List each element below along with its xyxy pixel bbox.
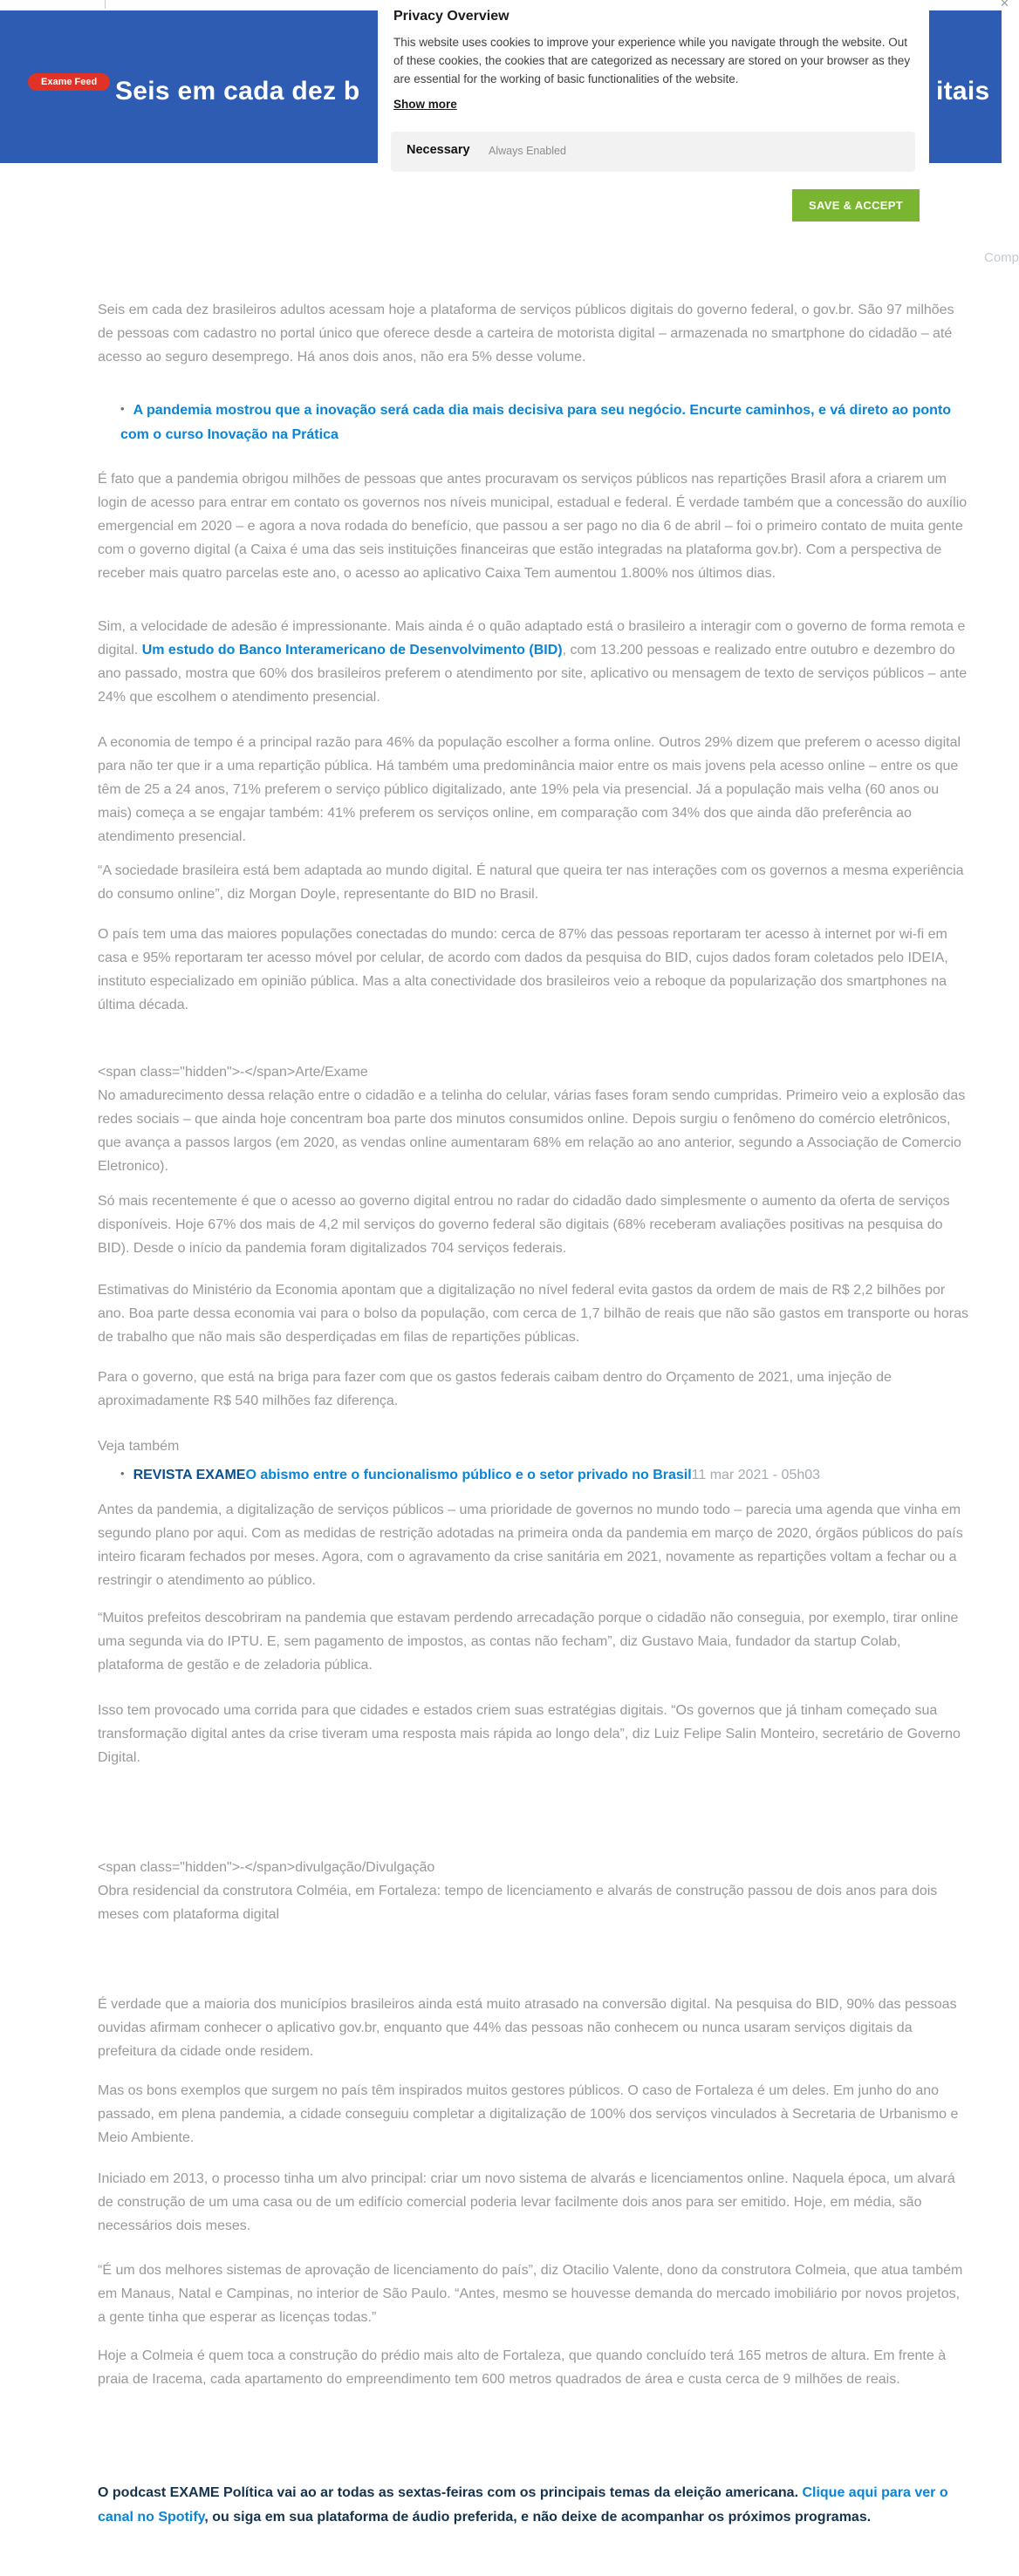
necessary-label: Necessary: [407, 143, 470, 157]
article-title-fragment-right: itais: [936, 77, 990, 106]
paragraph-10: Para o governo, que está na briga para fazer com que os gastos federais caibam dentro do Orçamento de 2021, uma injeção de aproximadamente R$ 540 milhões faz diferença.: [98, 1370, 892, 1408]
paragraph-3-text: Sim, a velocidade de adesão é impressionante. Mais ainda é o quão adaptado está o brasileiro a interagir com o governo de forma remota e digital.: [98, 619, 966, 658]
bullet-dot: •: [120, 402, 125, 415]
bid-study-link[interactable]: Um estudo do Banco Interamericano de Desenvolvimento (BID): [141, 643, 563, 658]
paragraph-14: É verdade que a maioria dos municípios brasileiros ainda está muito atrasado na conversão digital. Na pesquisa do BID, 90% das pessoas ouvidas afirmam conhecer o aplicativo gov.br, enquanto que 44% das pessoas não conhecem ou nunca usaram serviços digitais da prefeitura da cidade onde residem.: [98, 1997, 957, 2059]
see-also-date: 11 mar 2021 - 05h03: [691, 1468, 821, 1482]
promo-course-link[interactable]: A pandemia mostrou que a inovação será cada dia mais decisiva para seu negócio. Encurte caminhos, e vá direto ao ponto com o curso Inovação na Prática: [120, 403, 952, 442]
paragraph-16: Iniciado em 2013, o processo tinha um alvo principal: criar um novo sistema de alvarás e licenciamentos online. Naquela época, um alvará de construção de um uma casa ou de um edifício comercial poderia levar facilmente dois anos para ser emitido. Hoje, em média, são necessários dois meses.: [98, 2171, 955, 2233]
paragraph-3: [98, 615, 970, 709]
bullet-dot: •: [120, 1467, 125, 1480]
paragraph-1: Seis em cada dez brasileiros adultos acessam hoje a plataforma de serviços públicos digitais do governo federal, o gov.br. São 97 milhões de pessoas com cadastro no portal único que oferece desde a carteira de motorista digital – armazenada no smartphone do cidadão – até acesso ao seguro desemprego. Há anos dois anos, não era 5% desse volume.: [98, 303, 954, 365]
article-title-fragment-left: Seis em cada dez b: [115, 77, 360, 106]
paragraph-7: No amadurecimento dessa relação entre o cidadão e a telinha do celular, várias fases foram sendo cumpridas. Primeiro veio a explosão das redes sociais – que ainda hoje concentram boa parte dos minutos consumidos online. Depois surgiu o fenômeno do comércio eletrônicos, que avança a passos largos (em 2020, as vendas online aumentaram 68% em relação ao ano anterior, segundo a Associação de Comercio Eletronico).: [98, 1088, 966, 1174]
paragraph-4: A economia de tempo é a principal razão para 46% da população escolher a forma online. Outros 29% dizem que preferem o acesso digital para não ter que ir a uma repartição pública. Há também uma predominância maior entre os mais jovens pela acesso online – entre os que têm de 25 a 24 anos, 71% preferem o serviço público digitalizado, ante 19% pela via presencial. Já a população mais velha (60 anos ou mais) começa a se engajar também: 41% preferem os serviços online, em comparação com 34% dos que ainda dão preferência ao atendimento presencial.: [98, 735, 961, 844]
see-also-article-link[interactable]: O abismo entre o funcionalismo público e o setor privado no Brasil: [245, 1468, 692, 1482]
save-accept-button[interactable]: SAVE & ACCEPT: [792, 189, 920, 221]
image-credit-arte: <span class="hidden">-</span>Arte/Exame: [98, 1065, 368, 1080]
podcast-footer-text: O podcast EXAME Política vai ao ar todas as sextas-feiras com os principais temas da eleição americana.: [98, 2485, 803, 2500]
top-divider: [105, 0, 106, 9]
paragraph-5: “A sociedade brasileira está bem adaptada ao mundo digital. É natural que queira ter nas interações com os governos a mesma experiência do consumo online”, diz Morgan Doyle, representante do BID no Brasil.: [98, 863, 964, 902]
image-caption: Obra residencial da construtora Colméia, em Fortaleza: tempo de licenciamento e alvarás de construção passou de dois anos para dois meses com plataforma digital: [98, 1884, 938, 1922]
share-label[interactable]: Comp: [984, 250, 1019, 265]
podcast-footer-text-after: , ou siga em sua plataforma de áudio preferida, e não deixe de acompanhar os próximos programas.: [204, 2510, 872, 2525]
paragraph-15: Mas os bons exemplos que surgem no país têm inspirados muitos gestores públicos. O caso de Fortaleza é um deles. Em junho do ano passado, em plena pandemia, a cidade conseguiu completar a digitalização de 100% dos serviços vinculados à Secretaria de Urbanismo e Meio Ambiente.: [98, 2083, 959, 2145]
paragraph-18: Hoje a Colmeia é quem toca a construção do prédio mais alto de Fortaleza, que quando concluído terá 165 metros de altura. Em frente à praia de Iracema, cada apartamento do empreendimento tem 600 metros quadrados de área e custa cerca de 9 milhões de reais.: [98, 2348, 947, 2387]
show-more-link[interactable]: Show more: [393, 98, 457, 111]
paragraph-9: Estimativas do Ministério da Economia apontam que a digitalização no nível federal evita gastos da ordem de mais de R$ 2,2 bilhões por ano. Boa parte dessa economia vai para o bolso da população, com cerca de 1,7 bilhão de reais que não são gastos em transporte ou horas de trabalho que não mais são desperdiçadas em filas de repartições públicas.: [98, 1283, 968, 1345]
paragraph-8: Só mais recentemente é que o acesso ao governo digital entrou no radar do cidadão dado simplesmente o aumento da oferta de serviços disponíveis. Hoje 67% dos mais de 4,2 mil serviços do governo federal são digitais (68% receberam avaliações positivas na pesquisa do BID). Desde o início da pandemia foram digitalizados 704 serviços federais.: [98, 1194, 950, 1256]
see-also-label: Veja também: [98, 1439, 180, 1454]
paragraph-6: O país tem uma das maiores populações conectadas do mundo: cerca de 87% das pessoas reportaram ter acesso à internet por wi-fi em casa e 95% reportaram ter acesso móvel por celular, de acordo com dados da pesquisa do BID, cujos dados foram coletados pelo IDEIA, instituto especializado em opinião pública. Mas a alta conectividade dos brasileiros veio a reboque da popularização dos smartphones na última década.: [98, 927, 948, 1012]
necessary-cookies-row[interactable]: [391, 132, 915, 172]
see-also-item: [120, 1462, 967, 1488]
paragraph-17: “É um dos melhores sistemas de aprovação de licenciamento do país”, diz Otacilio Valente, dono da construtora Colmeia, que atua também em Manaus, Natal e Campinas, no interior de São Paulo. “Antes, mesmo se houvesse demanda do mercado imobiliário por novos projetos, a gente tinha que esperar as licenças todas.”: [98, 2263, 963, 2325]
see-also-source-link[interactable]: REVISTA EXAME: [133, 1468, 246, 1482]
paragraph-11: Antes da pandemia, a digitalização de serviços públicos – uma prioridade de governos no mundo todo – parecia uma agenda que vinha em segundo plano por aqui. Com as medidas de restrição adotadas na primeira onda da pandemia em março de 2020, órgãos públicos do país inteiro ficaram fechados por meses. Agora, com o agravamento da crise sanitária em 2021, novamente as repartições voltam a fechar ou a restringir o atendimento ao público.: [98, 1503, 963, 1588]
podcast-footer: [98, 2481, 970, 2530]
privacy-dialog-title: Privacy Overview: [393, 9, 510, 24]
privacy-dialog-description: This website uses cookies to improve your experience while you navigate through the website. Out of these cookies, the cookies that are categorized as necessary are stored on your browser as they are essential for the working of basic functionalities of the website.: [393, 36, 911, 85]
paragraph-2: É fato que a pandemia obrigou milhões de pessoas que antes procuravam os serviços públicos nas repartições Brasil afora a criarem um login de acesso para entrar em contato os governos nos níveis municipal, estadual e federal. É verdade também que a concessão do auxílio emergencial em 2020 – e agora a nova rodada do benefício, que passou a ser pago no dia 6 de abril – foi o primeiro contato de muita gente com o governo digital (a Caixa é uma das seis instituições financeiras que estão integradas na plataforma gov.br). Com a perspectiva de receber mais quatro parcelas este ano, o acesso ao aplicativo Caixa Tem aumentou 1.800% nos últimos dias.: [98, 472, 968, 581]
image-credit-divulgacao: <span class="hidden">-</span>divulgação/Divulgação: [98, 1860, 435, 1875]
always-enabled-status: Always Enabled: [489, 145, 566, 157]
exame-feed-badge[interactable]: Exame Feed: [28, 73, 110, 91]
promo-bullet: [120, 397, 967, 447]
paragraph-3-text-after: , com 13.200 pessoas e realizado entre outubro e dezembro do ano passado, mostra que 60% dos brasileiros preferem o atendimento por site, aplicativo ou mensagem de texto de serviços públicos – ante 24% que escolhem o atendimento presencial.: [98, 643, 968, 705]
spotify-link[interactable]: Clique aqui para ver o canal no Spotify: [98, 2485, 948, 2525]
paragraph-13: Isso tem provocado uma corrida para que cidades e estados criem suas estratégias digitais. “Os governos que já tinham começado sua transformação digital antes da crise tiveram uma resposta mais rápida ao longo dela”, diz Luiz Felipe Salin Monteiro, secretário de Governo Digital.: [98, 1703, 961, 1765]
paragraph-12: “Muitos prefeitos descobriram na pandemia que estavam perdendo arrecadação porque o cidadão não conseguia, por exemplo, tirar online uma segunda via do IPTU. E, sem pagamento de impostos, as contas não fecham”, diz Gustavo Maia, fundador da startup Colab, plataforma de gestão e de zeladoria pública.: [98, 1611, 959, 1673]
close-icon[interactable]: ✕: [1000, 0, 1009, 10]
